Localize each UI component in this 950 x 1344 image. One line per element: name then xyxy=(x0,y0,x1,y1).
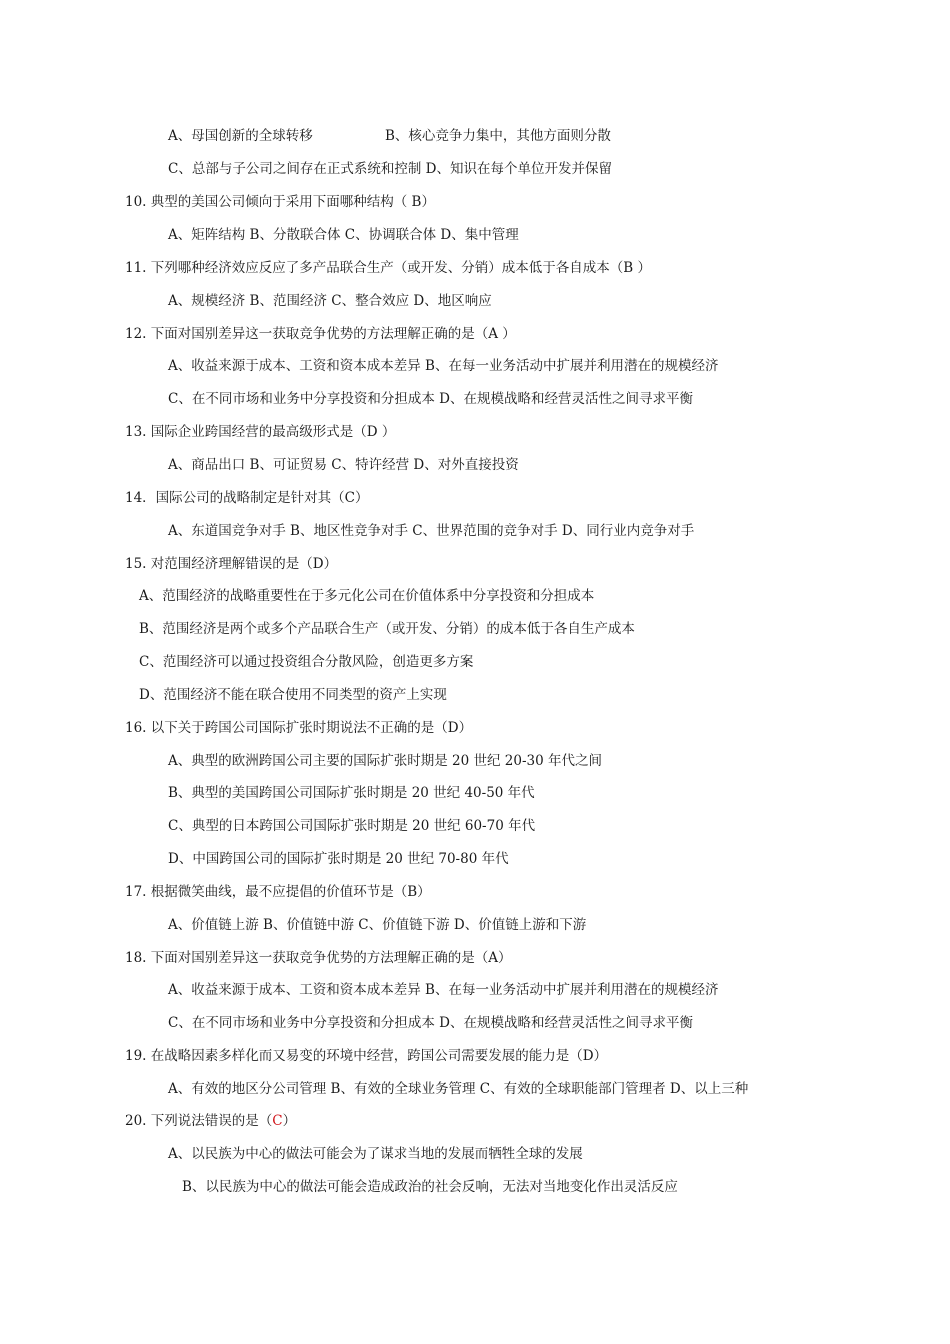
option-line: A、母国创新的全球转移 xyxy=(168,128,313,144)
question-line xyxy=(125,1112,296,1130)
option-line: A、规模经济 B、范围经济 C、整合效应 D、地区响应 xyxy=(168,293,492,309)
option-line: B、核心竞争力集中，其他方面则分散 xyxy=(385,128,611,144)
answer-highlight: C xyxy=(272,1113,283,1129)
option-line: A、有效的地区分公司管理 B、有效的全球业务管理 C、有效的全球职能部门管理者 D、以上三种 xyxy=(168,1081,749,1097)
option-line: C、在不同市场和业务中分享投资和分担成本 D、在规模战略和经营灵活性之间寻求平衡 xyxy=(168,1015,693,1031)
option-line: A、收益来源于成本、工资和资本成本差异 B、在每一业务活动中扩展并利用潜在的规模经济 xyxy=(168,982,719,998)
option-line: A、范围经济的战略重要性在于多元化公司在价值体系中分享投资和分担成本 xyxy=(139,588,595,604)
option-line: A、收益来源于成本、工资和资本成本差异 B、在每一业务活动中扩展并利用潜在的规模经济 xyxy=(168,358,719,374)
option-line: A、矩阵结构 B、分散联合体 C、协调联合体 D、集中管理 xyxy=(168,227,519,243)
option-line: C、范围经济可以通过投资组合分散风险，创造更多方案 xyxy=(139,654,474,670)
option-line: A、东道国竞争对手 B、地区性竞争对手 C、世界范围的竞争对手 D、同行业内竞争对手 xyxy=(168,523,695,539)
option-line: C、典型的日本跨国公司国际扩张时期是 20 世纪 60-70 年代 xyxy=(168,818,536,834)
question-line: 14．国际公司的战略制定是针对其（C） xyxy=(125,490,369,506)
option-line: B、范围经济是两个或多个产品联合生产（或开发、分销）的成本低于各自生产成本 xyxy=(139,621,635,637)
option-line: C、在不同市场和业务中分享投资和分担成本 D、在规模战略和经营灵活性之间寻求平衡 xyxy=(168,391,693,407)
question-line: 18. 下面对国别差异这一获取竞争优势的方法理解正确的是（A） xyxy=(125,950,512,966)
question-line: 10. 典型的美国公司倾向于采用下面哪种结构（ B） xyxy=(125,194,435,210)
question-line: 19. 在战略因素多样化而又易变的环境中经营，跨国公司需要发展的能力是（D） xyxy=(125,1048,608,1064)
option-line: A、商品出口 B、可证贸易 C、特许经营 D、对外直接投资 xyxy=(168,457,519,473)
question-line: 16. 以下关于跨国公司国际扩张时期说法不正确的是（D） xyxy=(125,720,473,736)
question-text-close: ） xyxy=(282,1113,297,1129)
question-line: 13. 国际企业跨国经营的最高级形式是（D ） xyxy=(125,424,396,440)
question-line: 11. 下列哪种经济效应反应了多产品联合生产（或开发、分销）成本低于各自成本（B ） xyxy=(125,260,651,276)
question-line: 17. 根据微笑曲线，最不应提倡的价值环节是（B） xyxy=(125,884,431,900)
option-line: C、总部与子公司之间存在正式系统和控制 D、知识在每个单位开发并保留 xyxy=(168,161,612,177)
question-line: 15. 对范围经济理解错误的是（D） xyxy=(125,556,338,572)
option-line: D、范围经济不能在联合使用不同类型的资产上实现 xyxy=(139,687,447,703)
question-text: 20. 下列说法错误的是（ xyxy=(125,1113,273,1129)
question-line: 12. 下面对国别差异这一获取竞争优势的方法理解正确的是（A ） xyxy=(125,326,516,342)
option-line: A、价值链上游 B、价值链中游 C、价值链下游 D、价值链上游和下游 xyxy=(168,917,587,933)
option-line: B、以民族为中心的做法可能会造成政治的社会反响，无法对当地变化作出灵活反应 xyxy=(182,1179,678,1195)
option-line: A、以民族为中心的做法可能会为了谋求当地的发展而牺牲全球的发展 xyxy=(168,1146,583,1162)
option-line: B、典型的美国跨国公司国际扩张时期是 20 世纪 40-50 年代 xyxy=(168,785,535,801)
option-line: D、中国跨国公司的国际扩张时期是 20 世纪 70-80 年代 xyxy=(168,851,509,867)
option-line: A、典型的欧洲跨国公司主要的国际扩张时期是 20 世纪 20-30 年代之间 xyxy=(168,753,603,769)
